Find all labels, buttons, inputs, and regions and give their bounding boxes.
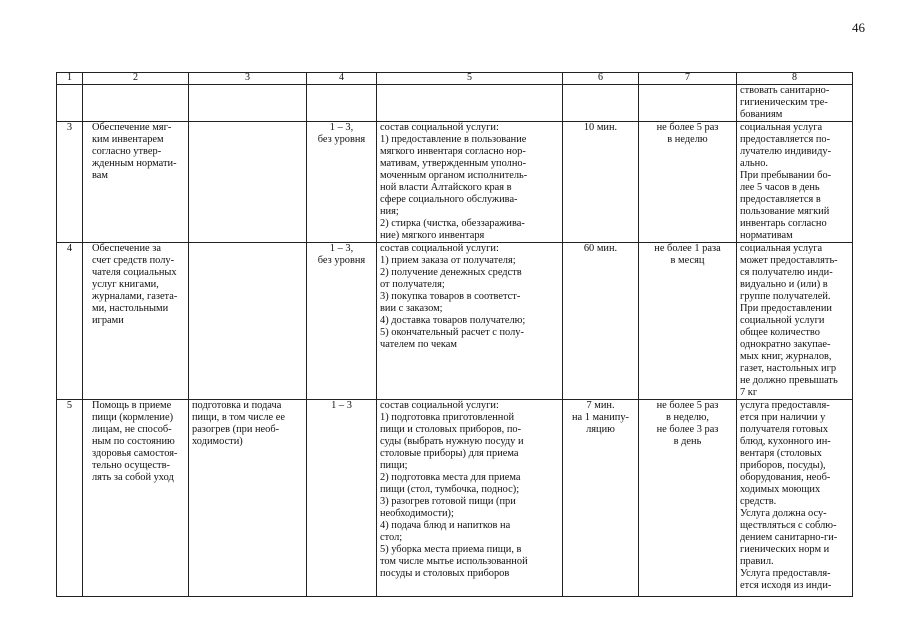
text-line: пищи (кормление) — [92, 412, 174, 423]
services-table — [56, 72, 853, 597]
text-line: ния; — [380, 206, 399, 217]
text-line: социальная услуга — [740, 122, 823, 133]
text-line: не более 5 раз — [656, 122, 719, 133]
table-row-continuation — [57, 85, 853, 122]
frequency-cell — [639, 122, 737, 243]
text-line: посуды и столовых приборов — [380, 568, 510, 579]
text-line: не должно превышать — [740, 375, 838, 386]
service-name-cell — [83, 400, 189, 597]
text-line: мягкого инвентаря согласно нор- — [380, 146, 526, 157]
text-line: вам — [92, 170, 108, 181]
content-cell — [377, 243, 563, 400]
text-line: 2) получение денежных средств — [380, 267, 522, 278]
text-line: Обеспечение мяг- — [92, 122, 172, 133]
text-line: ходимых моющих — [740, 484, 821, 495]
text-line: гиенических норм и — [740, 544, 830, 555]
text-line: ляцию — [586, 424, 615, 435]
column-header: 5 — [377, 73, 563, 85]
column-header: 8 — [737, 73, 853, 85]
text-line: социальной услуги — [740, 315, 825, 326]
frequency-cell — [639, 243, 737, 400]
text-line: не более 5 раз — [656, 400, 719, 411]
text-line: состав социальной услуги: — [380, 400, 499, 411]
text-line: состав социальной услуги: — [380, 243, 499, 254]
text-line: инвентарь согласно — [740, 218, 827, 229]
level-cell — [307, 243, 377, 400]
text-line: 1 – 3, — [329, 243, 354, 254]
text-line: разогрев (при необ- — [192, 424, 280, 435]
time-cell — [563, 243, 639, 400]
content-cell — [377, 122, 563, 243]
page-number: 46 — [852, 20, 865, 35]
row-number: 4 — [57, 243, 83, 400]
text-line: том числе мытье использованной — [380, 556, 528, 567]
row-number: 3 — [57, 122, 83, 243]
text-line: оборудования, необ- — [740, 472, 831, 483]
text-line: здоровья самостоя- — [92, 448, 178, 459]
column-header: 1 — [57, 73, 83, 85]
text-line: ально. — [740, 158, 768, 169]
column-header: 6 — [563, 73, 639, 85]
text-line: ким инвентарем — [92, 134, 164, 145]
column-header: 3 — [189, 73, 307, 85]
text-line: не более 1 раза — [654, 243, 721, 254]
text-line: пищи, в том числе ее — [192, 412, 285, 423]
text-line: 5) уборка места приема пищи, в — [380, 544, 522, 555]
text-line: играми — [92, 315, 124, 326]
text-line: При предоставлении — [740, 303, 832, 314]
text-line: 4) доставка товаров получателю; — [380, 315, 526, 326]
text-line: необходимости); — [380, 508, 454, 519]
text-line: 2) стирка (чистка, обеззаражива- — [380, 218, 525, 229]
text-line: мых книг, журналов, — [740, 351, 832, 362]
text-line: лучателю индивиду- — [740, 146, 832, 157]
text-line: дением санитарно-ги- — [740, 532, 838, 543]
text-line: 3) разогрев готовой пищи (при — [380, 496, 516, 507]
row-number: 5 — [57, 400, 83, 597]
text-line: ной власти Алтайского края в — [380, 182, 512, 193]
text-line: счет средств полу- — [92, 255, 175, 266]
text-line: ным по состоянию — [92, 436, 175, 447]
table-row — [57, 243, 853, 400]
level-cell — [307, 400, 377, 597]
text-line: мативам, утвержденным уполно- — [380, 158, 527, 169]
text-line: пользование мягкий — [740, 206, 830, 217]
time-cell — [563, 400, 639, 597]
text-line: лее 5 часов в день — [740, 182, 820, 193]
text-line: пищи и столовых приборов, по- — [380, 424, 522, 435]
text-line: видуально и (или) в — [740, 279, 828, 290]
table-header-row — [57, 73, 853, 85]
text-line: вии с заказом; — [380, 303, 443, 314]
text-line: тельно осуществ- — [92, 460, 170, 471]
text-line: предоставляется по- — [740, 134, 831, 145]
text-line: лицам, не способ- — [92, 424, 172, 435]
text-line: состав социальной услуги: — [380, 122, 499, 133]
text-line: журналами, газета- — [92, 291, 178, 302]
frequency-cell — [639, 400, 737, 597]
text-line: ствовать санитарно- — [740, 85, 830, 96]
text-line: сфере социального обслужива- — [380, 194, 518, 205]
service-name-cell — [83, 122, 189, 243]
text-line: моченным органом исполнитель- — [380, 170, 528, 181]
text-line: 1) прием заказа от получателя; — [380, 255, 516, 266]
text-line: получателя готовых — [740, 424, 829, 435]
text-line: 1 – 3 — [331, 400, 352, 411]
text-line: 60 мин. — [583, 243, 618, 254]
text-line: группе получателей. — [740, 291, 831, 302]
text-line: услуга предоставля- — [740, 400, 830, 411]
table-row — [57, 122, 853, 243]
text-line: ществляться с соблю- — [740, 520, 837, 531]
text-line: бованиям — [740, 109, 783, 120]
text-line: суды (выбрать нужную посуду и — [380, 436, 524, 447]
text-line: чателя социальных — [92, 267, 177, 278]
conditions-cell — [737, 243, 853, 400]
text-line: жденным нормати- — [92, 158, 177, 169]
text-line: стол; — [380, 532, 403, 543]
text-line: ходимости) — [192, 436, 243, 447]
text-line: в день — [673, 436, 702, 447]
text-line: Услуга предоставля- — [740, 568, 831, 579]
text-line: 4) подача блюд и напитков на — [380, 520, 511, 531]
text-line: ется при наличии у — [740, 412, 826, 423]
text-line: в неделю, — [666, 412, 709, 423]
conditions-cell — [737, 122, 853, 243]
level-cell — [307, 122, 377, 243]
text-line: газет, настольных игр — [740, 363, 837, 374]
text-line: Обеспечение за — [92, 243, 161, 254]
text-line: без уровня — [317, 255, 366, 266]
text-line: ние) мягкого инвентаря — [380, 230, 485, 241]
text-line: ми, настольными — [92, 303, 169, 314]
table-row — [57, 400, 853, 597]
text-line: не более 3 раз — [656, 424, 719, 435]
text-line: в неделю — [667, 134, 708, 145]
text-line: может предоставлять- — [740, 255, 838, 266]
text-line: согласно утвер- — [92, 146, 162, 157]
service-description-cell — [189, 122, 307, 243]
text-line: в месяц — [670, 255, 705, 266]
text-line: блюд, кухонного ин- — [740, 436, 831, 447]
text-line: Помощь в приеме — [92, 400, 172, 411]
text-line: правил. — [740, 556, 774, 567]
text-line: Услуга должна осу- — [740, 508, 827, 519]
text-line: однократно закупае- — [740, 339, 831, 350]
service-description-cell — [189, 400, 307, 597]
text-line: 7 мин. — [586, 400, 615, 411]
text-line: общее количество — [740, 327, 820, 338]
text-line: чателем по чекам — [380, 339, 457, 350]
text-line: 1) предоставление в пользование — [380, 134, 527, 145]
text-line: подготовка и подача — [192, 400, 282, 411]
text-line: пищи (стол, тумбочка, поднос); — [380, 484, 520, 495]
text-line: 3) покупка товаров в соответст- — [380, 291, 521, 302]
time-cell — [563, 122, 639, 243]
text-line: на 1 манипу- — [571, 412, 630, 423]
text-line: лять за собой уход — [92, 472, 174, 483]
column-header: 4 — [307, 73, 377, 85]
text-line: 10 мин. — [583, 122, 618, 133]
text-line: 5) окончательный расчет с полу- — [380, 327, 524, 338]
conditions-cell — [737, 85, 853, 122]
text-line: нормативам — [740, 230, 793, 241]
conditions-cell — [737, 400, 853, 597]
text-line: ется исходя из инди- — [740, 580, 832, 591]
service-description-cell — [189, 243, 307, 400]
text-line: 2) подготовка места для приема — [380, 472, 521, 483]
text-line: без уровня — [317, 134, 366, 145]
column-header: 2 — [83, 73, 189, 85]
text-line: социальная услуга — [740, 243, 823, 254]
text-line: от получателя; — [380, 279, 445, 290]
column-header: 7 — [639, 73, 737, 85]
text-line: При пребывании бо- — [740, 170, 832, 181]
text-line: приборов, посуды), — [740, 460, 826, 471]
text-line: столовые приборы) для приема — [380, 448, 519, 459]
text-line: 7 кг — [740, 387, 758, 398]
text-line: гигиеническим тре- — [740, 97, 828, 108]
text-line: пищи; — [380, 460, 408, 471]
text-line: ся получателю инди- — [740, 267, 833, 278]
text-line: услуг книгами, — [92, 279, 159, 290]
service-name-cell — [83, 243, 189, 400]
text-line: 1 – 3, — [329, 122, 354, 133]
text-line: вентаря (столовых — [740, 448, 822, 459]
content-cell — [377, 400, 563, 597]
text-line: 1) подготовка приготовленной — [380, 412, 515, 423]
text-line: средств. — [740, 496, 777, 507]
text-line: предоставляется в — [740, 194, 821, 205]
